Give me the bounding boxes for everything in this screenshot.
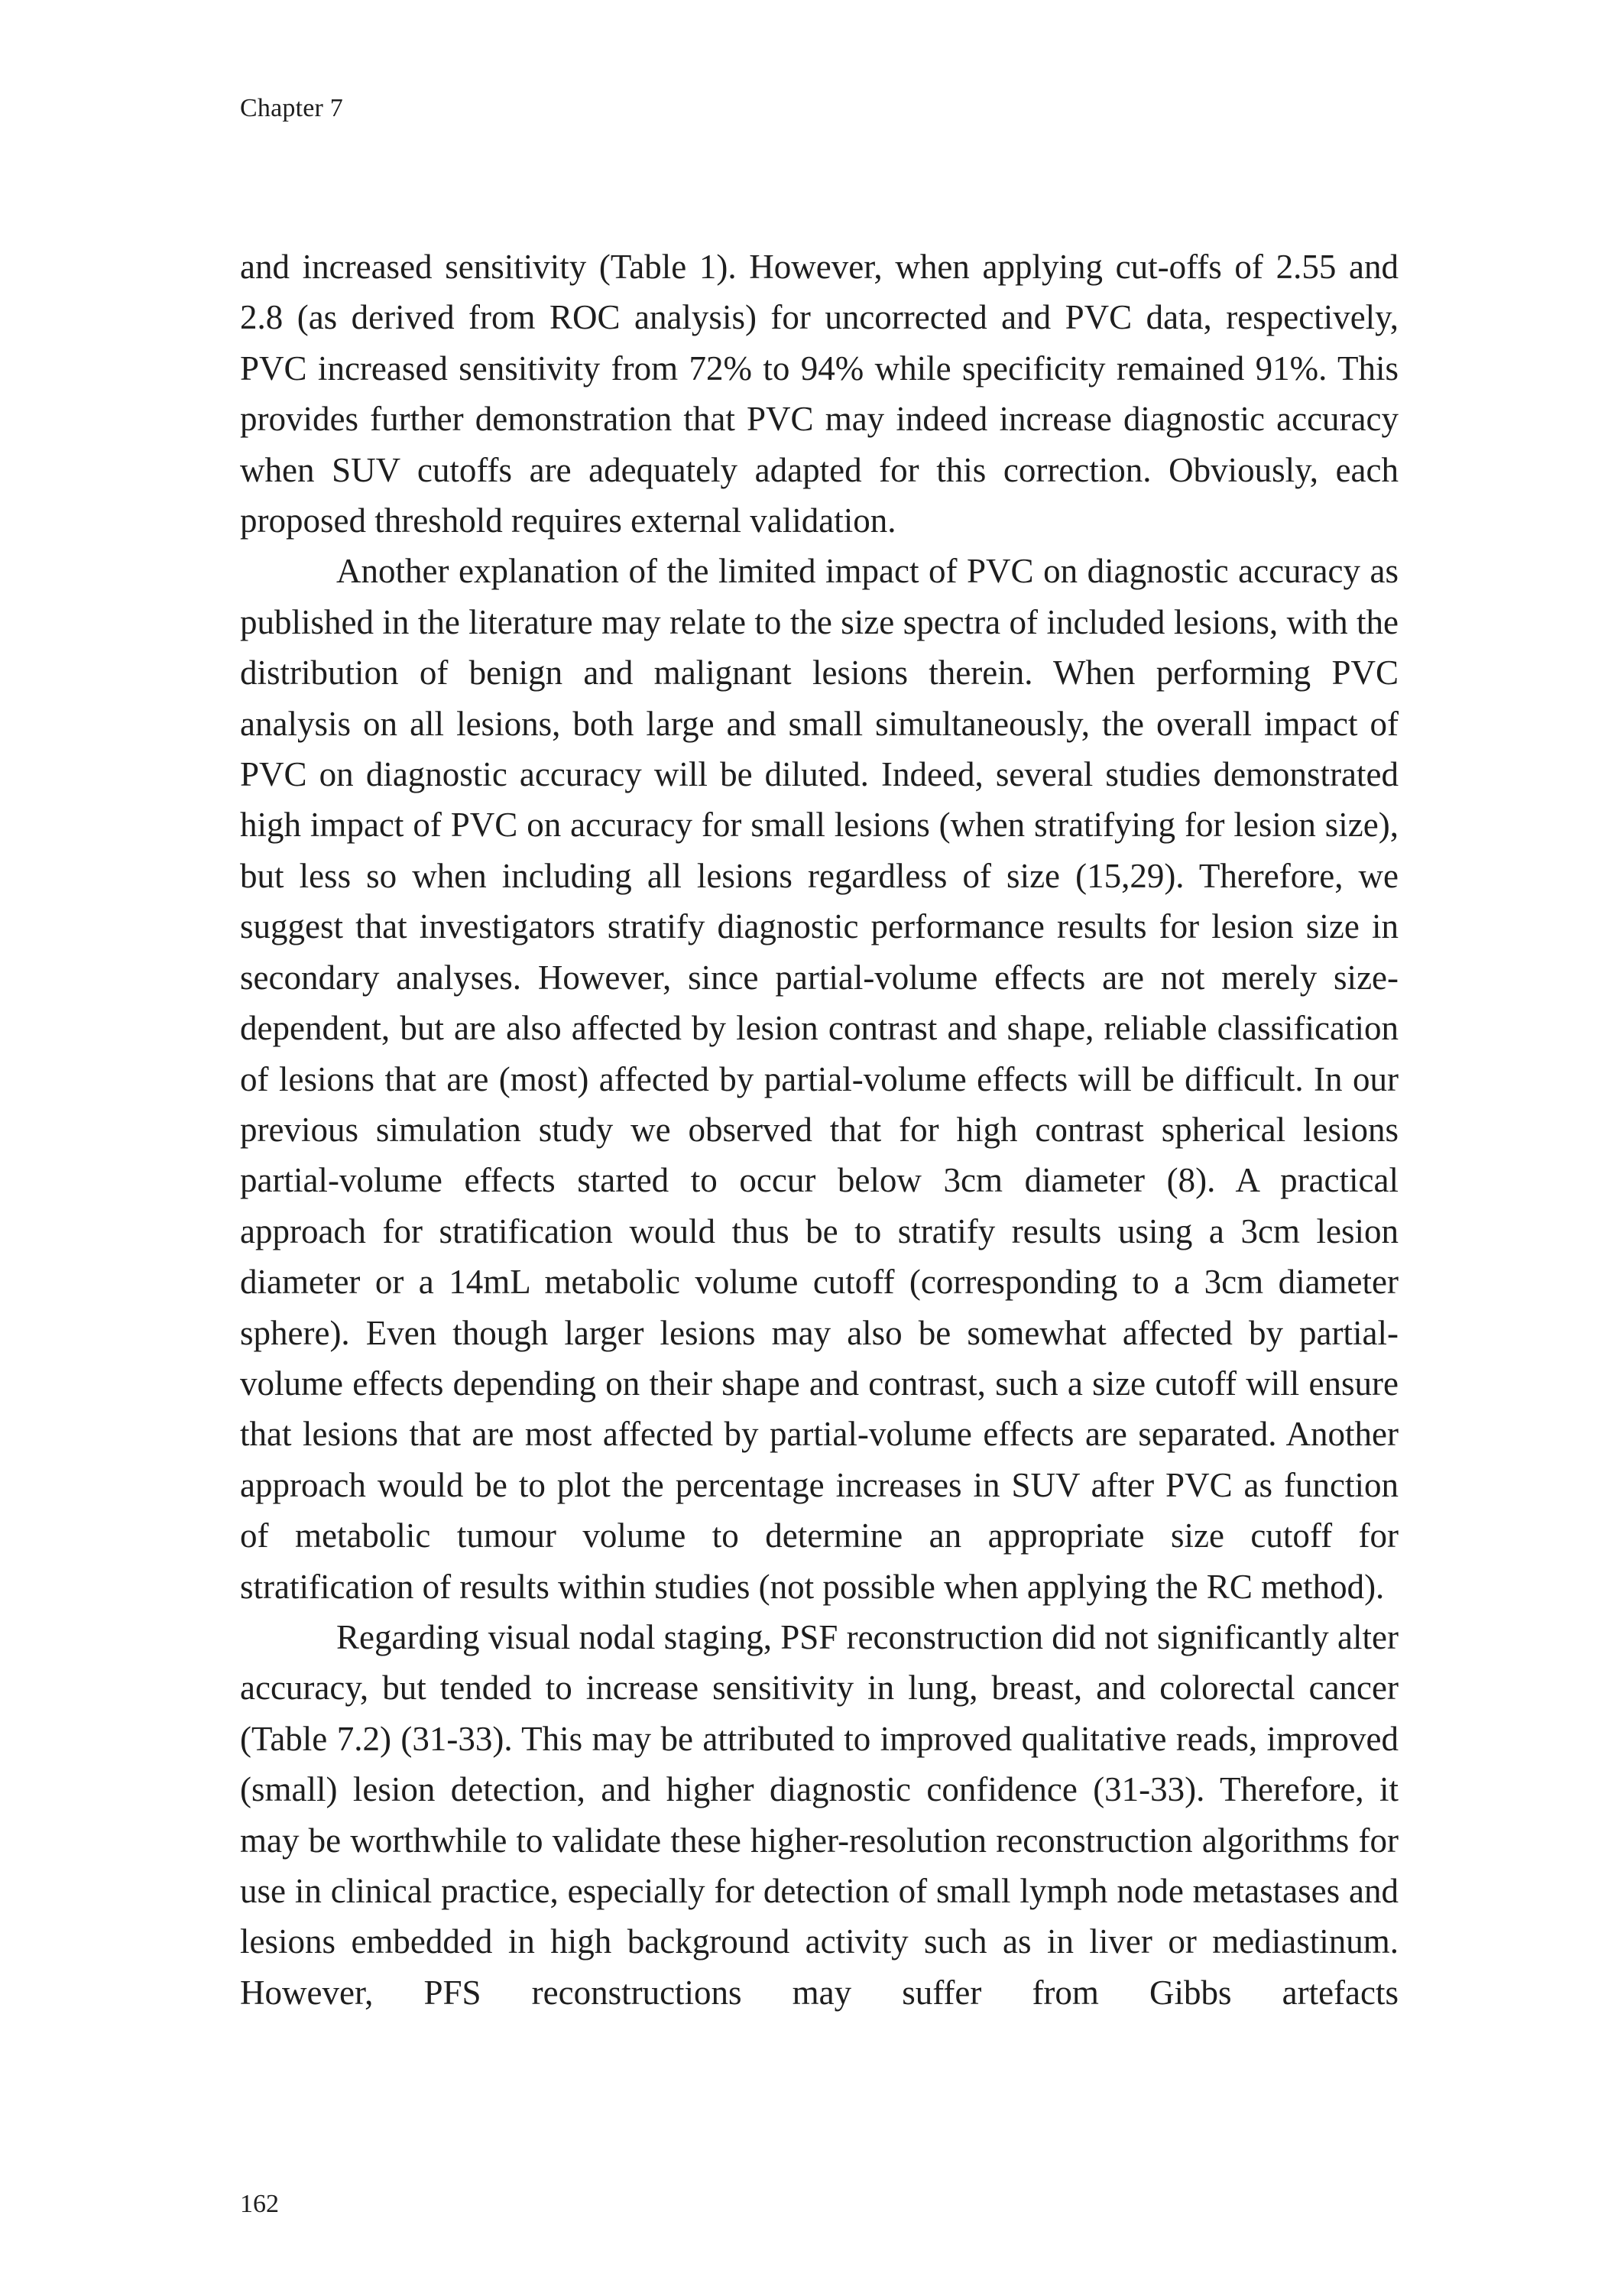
- paragraph-size-spectra: Another explanation of the limited impact of PVC on diagnostic accuracy as published in the literature may relate to the size spectra of included lesions, with the distribution of benign and malignant lesions therein. When performing PVC analysis on all lesions, both large and small simultaneously, the overall impact of PVC on diagnostic accuracy will be diluted. Indeed, several studies demonstrated high impact of PVC on accuracy for small lesions (when stratifying for lesion size), but less so when including all lesions regardless of size (15,29). Therefore, we suggest that investigators stratify diagnostic performance results for lesion size in secondary analyses. However, since partial-volume effects are not merely size-dependent, but are also affected by lesion contrast and shape, reliable classification of lesions that are (most) affected by partial-volume effects will be difficult. In our previous simulation study we observed that for high contrast spherical lesions partial-volume effects started to occur below 3cm diameter (8). A practical approach for stratification would thus be to stratify results using a 3cm lesion diameter or a 14mL metabolic volume cutoff (corresponding to a 3cm diameter sphere). Even though larger lesions may also be somewhat affected by partial-volume effects depending on their shape and contrast, such a size cutoff will ensure that lesions that are most affected by partial-volume effects are separated. Another approach would be to plot the percentage increases in SUV after PVC as function of metabolic tumour volume to determine an appropriate size cutoff for stratification of results within studies (not possible when applying the RC method).: [240, 552, 1399, 1606]
- paragraph-continuation: and increased sensitivity (Table 1). However, when applying cut-offs of 2.55 and 2.8 (as derived from ROC analysis) for uncorrected and PVC data, respectively, PVC increased sensitivity from 72% to 94% while specificity remained 91%. This provides further demonstration that PVC may indeed increase diagnostic accuracy when SUV cutoffs are adequately adapted for this correction. Obviously, each proposed threshold requires external validation.: [240, 248, 1399, 540]
- paragraph-visual-nodal-staging: Regarding visual nodal staging, PSF reconstruction did not significantly alter accuracy, but tended to increase sensitivity in lung, breast, and colorectal cancer (Table 7.2) (31-33). This may be attributed to improved qualitative reads, improved (small) lesion detection, and higher diagnostic confidence (31-33). Therefore, it may be worthwhile to validate these higher-resolution reconstruction algorithms for use in clinical practice, especially for detection of small lymph node metastases and lesions embedded in high background activity such as in liver or mediastinum. However, PFS reconstructions may suffer from Gibbs artefacts: [240, 1617, 1399, 2012]
- body-text: [240, 242, 1399, 2018]
- page-number: 162: [240, 2190, 279, 2218]
- running-header: Chapter 7: [240, 94, 343, 122]
